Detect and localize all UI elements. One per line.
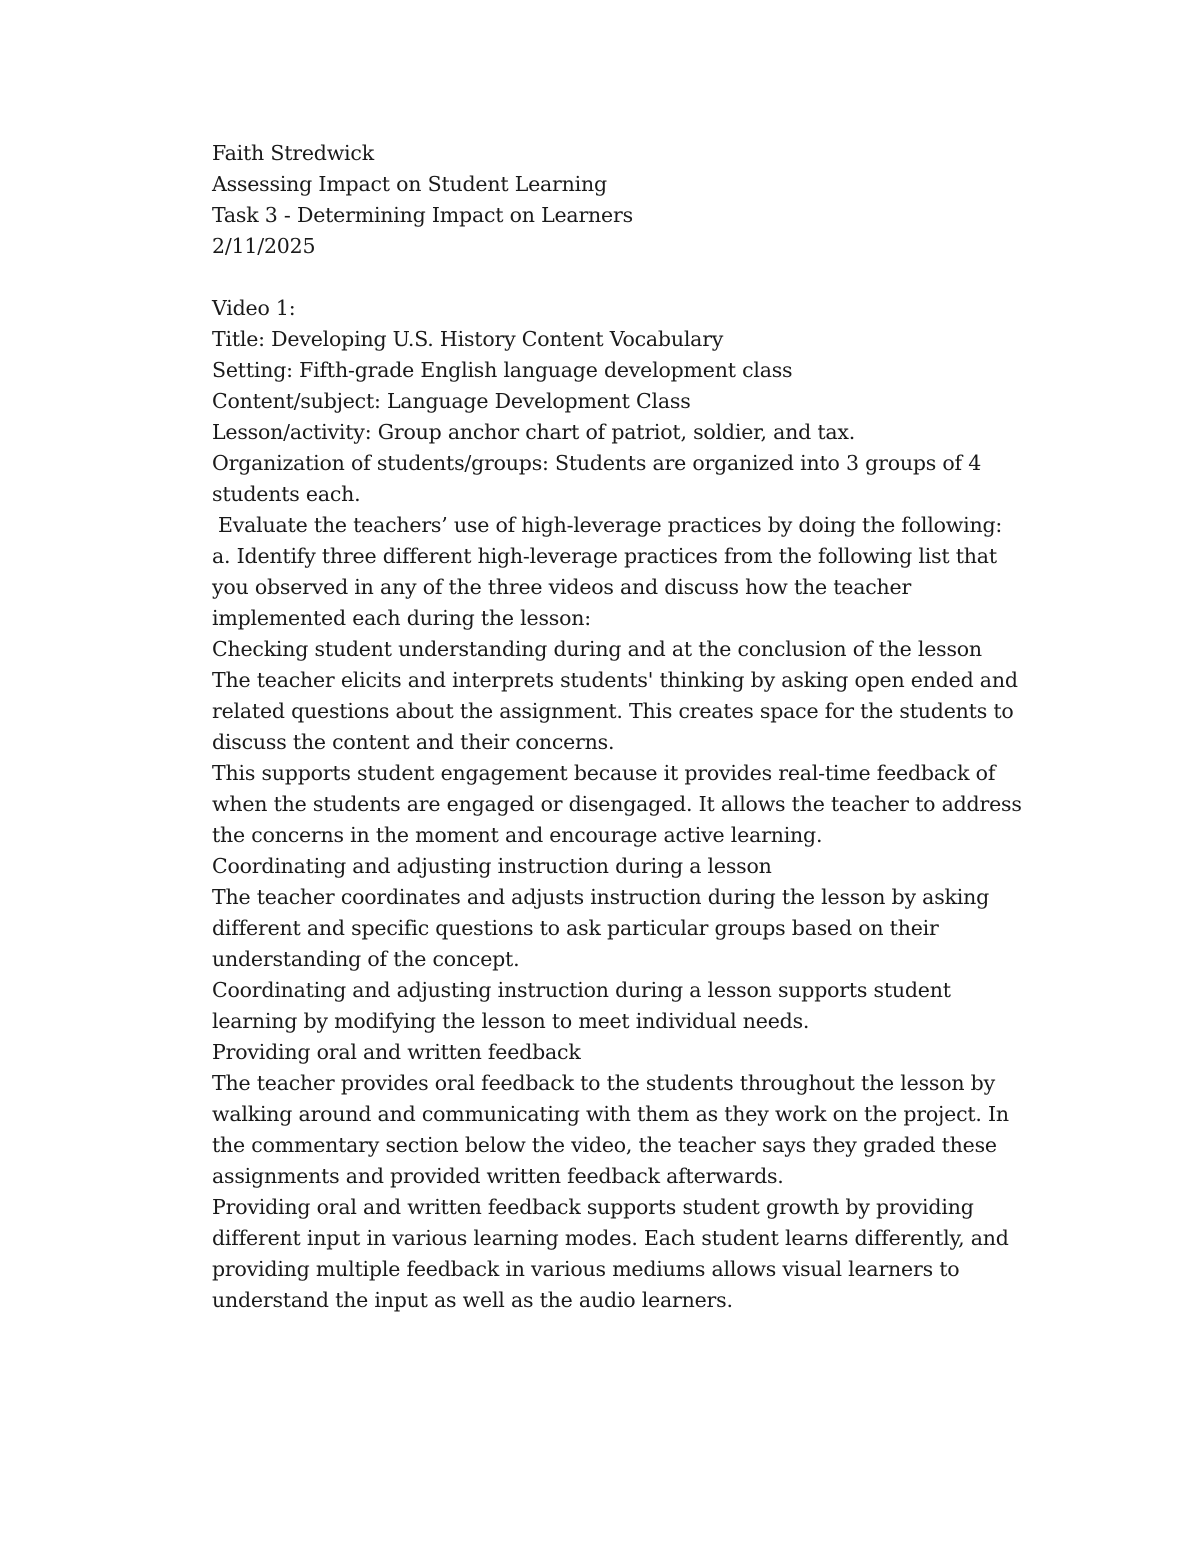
paragraph-line: walking around and communicating with them as they work on the project. In — [212, 1102, 1009, 1126]
prompt-item-a-line: a. Identify three different high-leverage practices from the following list that — [212, 544, 997, 568]
evaluate-prompt: Evaluate the teachers’ use of high-leverage practices by doing the following: — [218, 513, 1003, 537]
spacer — [212, 262, 1072, 293]
document-date: 2/11/2025 — [212, 234, 316, 258]
paragraph-line: This supports student engagement because it provides real-time feedback of — [212, 761, 996, 785]
paragraph-line: assignments and provided written feedback afterwards. — [212, 1164, 784, 1188]
paragraph-line: Coordinating and adjusting instruction during a lesson supports student — [212, 978, 951, 1002]
video-content-subject: Content/subject: Language Development Class — [212, 389, 691, 413]
video-setting: Setting: Fifth-grade English language development class — [212, 358, 793, 382]
paragraph-line: Providing oral and written feedback supports student growth by providing — [212, 1195, 974, 1219]
paragraph-line: when the students are engaged or disengaged. It allows the teacher to address — [212, 792, 1022, 816]
paragraph-line: different and specific questions to ask particular groups based on their — [212, 916, 939, 940]
video-lesson-activity: Lesson/activity: Group anchor chart of patriot, soldier, and tax. — [212, 420, 856, 444]
author-name: Faith Stredwick — [212, 141, 374, 165]
practice-heading: Providing oral and written feedback — [212, 1040, 581, 1064]
paragraph-line: discuss the content and their concerns. — [212, 730, 615, 754]
paragraph-line: the concerns in the moment and encourage active learning. — [212, 823, 823, 847]
paragraph-line: learning by modifying the lesson to meet individual needs. — [212, 1009, 810, 1033]
prompt-item-a-line: you observed in any of the three videos and discuss how the teacher — [212, 575, 912, 599]
paragraph-line: The teacher provides oral feedback to the students throughout the lesson by — [212, 1071, 995, 1095]
prompt-item-a-line: implemented each during the lesson: — [212, 606, 591, 630]
paragraph-line: The teacher coordinates and adjusts instruction during the lesson by asking — [212, 885, 990, 909]
paragraph-line: the commentary section below the video, the teacher says they graded these — [212, 1133, 997, 1157]
practice-heading: Coordinating and adjusting instruction during a lesson — [212, 854, 772, 878]
paragraph-line: The teacher elicits and interprets students' thinking by asking open ended and — [212, 668, 1018, 692]
paragraph-line: different input in various learning modes. Each student learns differently, and — [212, 1226, 1009, 1250]
paragraph-line: related questions about the assignment. This creates space for the students to — [212, 699, 1014, 723]
document-body — [212, 138, 1072, 1316]
video-title: Title: Developing U.S. History Content Vocabulary — [212, 327, 724, 351]
practice-heading: Checking student understanding during and at the conclusion of the lesson — [212, 637, 982, 661]
paragraph-line: understand the input as well as the audio learners. — [212, 1288, 733, 1312]
paragraph-line: understanding of the concept. — [212, 947, 520, 971]
course-title: Assessing Impact on Student Learning — [212, 172, 607, 196]
video-organization-line: students each. — [212, 482, 361, 506]
paragraph-line: providing multiple feedback in various mediums allows visual learners to — [212, 1257, 960, 1281]
video-organization-line: Organization of students/groups: Students are organized into 3 groups of 4 — [212, 451, 982, 475]
task-title: Task 3 - Determining Impact on Learners — [212, 203, 633, 227]
video-heading: Video 1: — [212, 296, 296, 320]
